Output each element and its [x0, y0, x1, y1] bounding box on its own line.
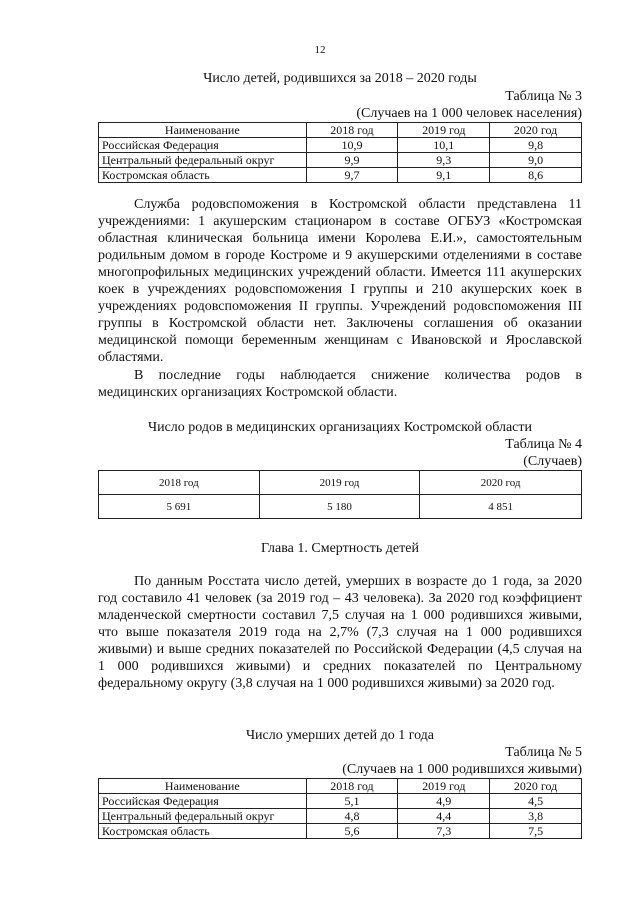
- cell: 5 180: [259, 495, 420, 519]
- cell: 10,1: [398, 138, 490, 153]
- cell: 8,6: [490, 168, 582, 183]
- table-row: [99, 153, 582, 168]
- header-cell: 2018 год: [99, 471, 260, 495]
- table4-label: Таблица № 4: [505, 437, 582, 452]
- header-cell: 2018 год: [306, 123, 398, 138]
- table5-label: Таблица № 5: [505, 745, 582, 760]
- table3-caption: Число детей, родившихся за 2018 – 2020 годы: [203, 71, 477, 86]
- cell: 5,6: [306, 824, 398, 839]
- table5: [98, 778, 582, 839]
- table3: [98, 122, 582, 183]
- cell: 4 851: [420, 495, 582, 519]
- row-name: Российская Федерация: [99, 138, 307, 153]
- cell: 9,3: [398, 153, 490, 168]
- paragraph-maternity-service: Служба родовспоможения в Костромской области представлена 11 учреждениями: 1 акушерским стационаром в составе ОГБУЗ «Костромская областная клиническая больница имени Королева Е.И.», самостоятельным родильным домом в городе Костроме и 9 акушерскими отделениями в составе многопрофильных медицинских учреждений области. Имеется 111 акушерских коек в учреждениях родовспоможения I группы и 210 акушерских коек в учреждениях родовспоможения II группы. Учреждений родовспоможения III группы в Костромской области нет. Заключены соглашения об оказании медицинской помощи беременным женщинам с Ивановской и Ярославской областями.: [98, 197, 582, 365]
- header-cell: 2019 год: [398, 123, 490, 138]
- header-cell: 2019 год: [398, 779, 490, 794]
- cell: 4,5: [490, 794, 582, 809]
- cell: 9,7: [306, 168, 398, 183]
- cell: 9,9: [306, 153, 398, 168]
- table-header-row: [99, 779, 582, 794]
- table5-caption: Число умерших детей до 1 года: [245, 728, 435, 743]
- page-number: 12: [314, 44, 326, 56]
- table-row: [99, 138, 582, 153]
- cell: 9,8: [490, 138, 582, 153]
- cell: 7,5: [490, 824, 582, 839]
- table-row: [99, 495, 582, 519]
- table3-unit: (Случаев на 1 000 человек населения): [356, 106, 582, 121]
- cell: 10,9: [306, 138, 398, 153]
- row-name: Костромская область: [99, 168, 307, 183]
- cell: 5,1: [306, 794, 398, 809]
- header-cell: 2020 год: [490, 779, 582, 794]
- cell: 5 691: [99, 495, 260, 519]
- paragraph-births-decline: В последние годы наблюдается снижение количества родов в медицинских организациях Костромской области.: [98, 368, 582, 400]
- header-cell: 2020 год: [420, 471, 582, 495]
- header-cell: 2018 год: [306, 779, 398, 794]
- table4: [98, 470, 582, 519]
- cell: 9,1: [398, 168, 490, 183]
- table5-unit: (Случаев на 1 000 родившихся живыми): [342, 762, 582, 777]
- header-cell: Наименование: [99, 779, 307, 794]
- cell: 9,0: [490, 153, 582, 168]
- header-cell: 2020 год: [490, 123, 582, 138]
- table-header-row: [99, 471, 582, 495]
- table3-label: Таблица № 3: [505, 89, 582, 104]
- table4-caption: Число родов в медицинских организациях Костромской области: [147, 420, 532, 435]
- row-name: Центральный федеральный округ: [99, 809, 307, 824]
- header-cell: 2019 год: [259, 471, 420, 495]
- cell: 7,3: [398, 824, 490, 839]
- cell: 4,8: [306, 809, 398, 824]
- paragraph-infant-mortality: По данным Росстата число детей, умерших в возрасте до 1 года, за 2020 год составило 41 человек (за 2019 год – 43 человека). За 2020 год коэффициент младенческой смертности составил 7,5 случая на 1 000 родившихся живыми, что выше показателя 2019 года на 2,7% (7,3 случая на 1 000 родившихся живыми) и выше средних показателей по Российской Федерации (4,5 случая на 1 000 родившихся живыми) и средних показателей по Центральному федеральному округу (3,8 случая на 1 000 родившихся живыми) за 2020 год.: [98, 574, 582, 691]
- table-row: [99, 824, 582, 839]
- cell: 4,9: [398, 794, 490, 809]
- row-name: Костромская область: [99, 824, 307, 839]
- table-row: [99, 794, 582, 809]
- row-name: Центральный федеральный округ: [99, 153, 307, 168]
- cell: 3,8: [490, 809, 582, 824]
- chapter-title: Глава 1. Смертность детей: [261, 541, 419, 556]
- table4-unit: (Случаев): [523, 454, 582, 469]
- table-row: [99, 168, 582, 183]
- table-row: [99, 809, 582, 824]
- header-cell: Наименование: [99, 123, 307, 138]
- table-header-row: [99, 123, 582, 138]
- row-name: Российская Федерация: [99, 794, 307, 809]
- cell: 4,4: [398, 809, 490, 824]
